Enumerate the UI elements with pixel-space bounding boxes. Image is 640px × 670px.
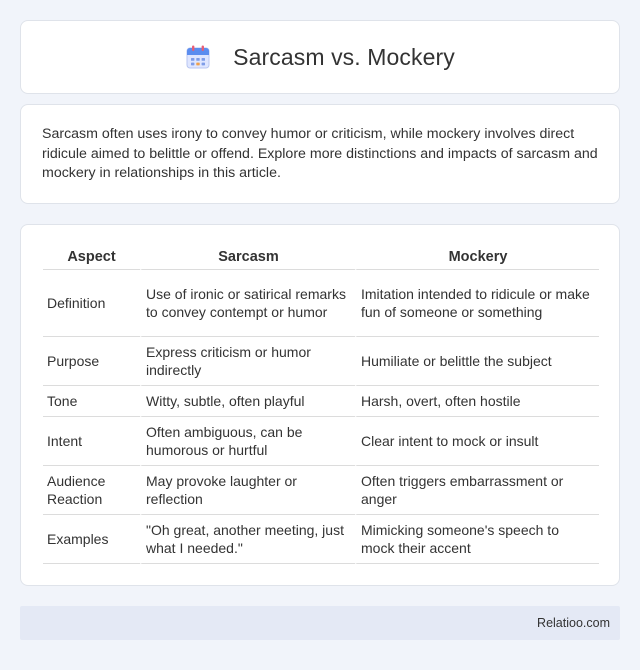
table-row bbox=[43, 337, 599, 386]
table-row bbox=[43, 417, 599, 466]
aspect-cell: Purpose bbox=[43, 337, 140, 386]
table-row bbox=[43, 515, 599, 564]
sarcasm-cell: Express criticism or humor indirectly bbox=[140, 337, 355, 386]
footer bbox=[20, 606, 620, 640]
aspect-cell: Intent bbox=[43, 417, 140, 466]
title-wrap bbox=[185, 44, 455, 71]
mockery-cell: Clear intent to mock or insult bbox=[355, 417, 599, 466]
table-row bbox=[43, 466, 599, 515]
aspect-cell: Audience Reaction bbox=[43, 466, 140, 515]
mockery-cell: Harsh, overt, often hostile bbox=[355, 386, 599, 417]
aspect-cell: Examples bbox=[43, 515, 140, 564]
header-sarcasm: Sarcasm bbox=[140, 245, 355, 270]
title-card bbox=[20, 20, 620, 94]
comparison-table bbox=[43, 245, 599, 564]
table-row bbox=[43, 386, 599, 417]
aspect-cell: Tone bbox=[43, 386, 140, 417]
aspect-cell: Definition bbox=[43, 270, 140, 337]
mockery-cell: Humiliate or belittle the subject bbox=[355, 337, 599, 386]
mockery-cell: Mimicking someone's speech to mock their accent bbox=[355, 515, 599, 564]
table-row bbox=[43, 270, 599, 337]
sarcasm-cell: Often ambiguous, can be humorous or hurtful bbox=[140, 417, 355, 466]
intro-card bbox=[20, 104, 620, 204]
comparison-card bbox=[20, 224, 620, 586]
page-title: Sarcasm vs. Mockery bbox=[233, 43, 455, 70]
mockery-cell: Imitation intended to ridicule or make fun of someone or something bbox=[355, 270, 599, 337]
table-header-row bbox=[43, 245, 599, 270]
header-mockery: Mockery bbox=[355, 245, 599, 270]
sarcasm-cell: Witty, subtle, often playful bbox=[140, 386, 355, 417]
footer-site-link[interactable]: Relatioo.com bbox=[537, 616, 610, 630]
header-aspect: Aspect bbox=[43, 245, 140, 270]
intro-text: Sarcasm often uses irony to convey humor or criticism, while mockery involves direct ridicule aimed to belittle or offend. Explore more distinctions and impacts of sarcasm and mockery in relationships in this article. bbox=[42, 126, 598, 181]
sarcasm-cell: Use of ironic or satirical remarks to convey contempt or humor bbox=[140, 270, 355, 337]
calendar-icon bbox=[185, 44, 211, 70]
sarcasm-cell: "Oh great, another meeting, just what I needed." bbox=[140, 515, 355, 564]
mockery-cell: Often triggers embarrassment or anger bbox=[355, 466, 599, 515]
sarcasm-cell: May provoke laughter or reflection bbox=[140, 466, 355, 515]
